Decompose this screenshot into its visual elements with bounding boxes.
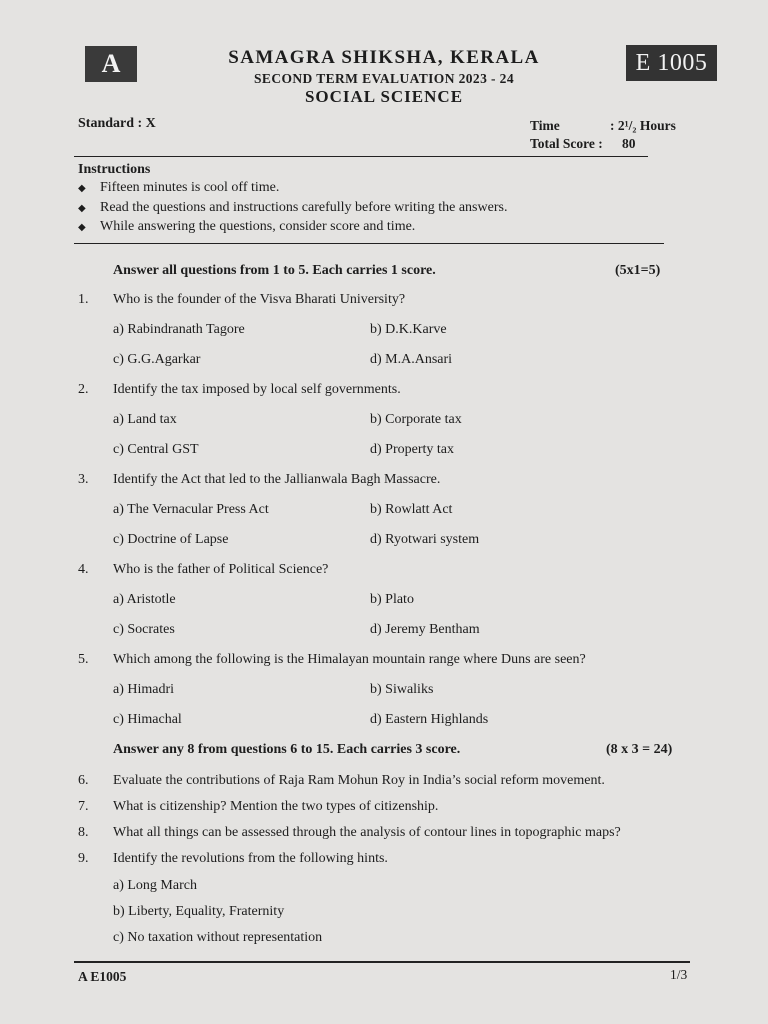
option-a: a) The Vernacular Press Act [113, 502, 269, 517]
exam-title: SECOND TERM EVALUATION 2023 - 24 [254, 71, 514, 86]
question-number: 2. [78, 382, 89, 397]
bullet-icon: ◆ [78, 202, 86, 214]
question-text: Who is the father of Political Science? [113, 562, 329, 577]
bullet-icon: ◆ [78, 221, 86, 233]
header-divider [74, 156, 648, 157]
time-label: Time [530, 118, 560, 133]
page-number: 1/3 [670, 967, 688, 982]
question-number: 7. [78, 799, 89, 814]
option-c: c) Doctrine of Lapse [113, 532, 229, 547]
question-text: Which among the following is the Himalayan mountain range where Duns are seen? [113, 652, 586, 667]
bullet-icon: ◆ [78, 182, 86, 194]
instruction-item [78, 200, 507, 216]
set-badge: A [85, 46, 137, 82]
option-a: a) Aristotle [113, 592, 176, 607]
option-d: d) Eastern Highlands [370, 712, 489, 727]
question-text: Evaluate the contributions of Raja Ram Mohun Roy in India’s social reform movement. [113, 773, 605, 788]
paper-code-badge: E 1005 [626, 45, 717, 81]
question-text: What all things can be assessed through the analysis of contour lines in topographic maps? [113, 825, 621, 840]
instructions-divider [74, 243, 664, 244]
question-number: 1. [78, 292, 89, 307]
footer-divider [74, 961, 690, 963]
instruction-text: Fifteen minutes is cool off time. [100, 180, 280, 195]
subject-title: SOCIAL SCIENCE [304, 87, 464, 106]
option-d: d) M.A.Ansari [370, 352, 453, 367]
question-text: Who is the founder of the Visva Bharati University? [113, 292, 406, 307]
option-b: b) D.K.Karve [370, 322, 447, 337]
q9-hint-c: c) No taxation without representation [113, 930, 323, 945]
option-b: b) Corporate tax [370, 412, 462, 427]
time-value: : 2¹/₂ Hours [610, 118, 676, 133]
instruction-text: While answering the questions, consider score and time. [100, 219, 416, 234]
section2-score: (8 x 3 = 24) [606, 742, 673, 757]
option-d: d) Jeremy Bentham [370, 622, 480, 637]
instructions-title: Instructions [78, 162, 151, 177]
option-a: a) Rabindranath Tagore [113, 322, 245, 337]
option-a: a) Himadri [113, 682, 175, 697]
question-number: 8. [78, 825, 89, 840]
instruction-item [78, 219, 415, 235]
total-score-value: 80 [622, 136, 636, 151]
question-number: 3. [78, 472, 89, 487]
question-text: Identify the revolutions from the following hints. [113, 851, 388, 866]
footer-paper-code: A E1005 [78, 969, 127, 984]
option-b: b) Siwaliks [370, 682, 434, 697]
instruction-item [78, 180, 279, 196]
instruction-text: Read the questions and instructions carefully before writing the answers. [100, 200, 508, 215]
section2-heading: Answer any 8 from questions 6 to 15. Each carries 3 score. [113, 742, 461, 757]
standard-label: Standard : X [78, 116, 156, 131]
option-b: b) Plato [370, 592, 414, 607]
question-text: Identify the tax imposed by local self governments. [113, 382, 401, 397]
q9-hint-b: b) Liberty, Equality, Fraternity [113, 904, 285, 919]
option-c: c) Himachal [113, 712, 182, 727]
option-c: c) Socrates [113, 622, 175, 637]
option-b: b) Rowlatt Act [370, 502, 453, 517]
question-text: What is citizenship? Mention the two types of citizenship. [113, 799, 439, 814]
question-number: 5. [78, 652, 89, 667]
section1-score: (5x1=5) [615, 263, 661, 278]
question-number: 9. [78, 851, 89, 866]
section1-heading: Answer all questions from 1 to 5. Each carries 1 score. [113, 263, 436, 278]
question-text: Identify the Act that led to the Jallianwala Bagh Massacre. [113, 472, 441, 487]
option-d: d) Property tax [370, 442, 454, 457]
question-number: 6. [78, 773, 89, 788]
total-score-label: Total Score : [530, 136, 603, 151]
option-c: c) G.G.Agarkar [113, 352, 201, 367]
q9-hint-a: a) Long March [113, 878, 197, 893]
option-c: c) Central GST [113, 442, 199, 457]
question-number: 4. [78, 562, 89, 577]
organization-title: SAMAGRA SHIKSHA, KERALA [228, 47, 540, 68]
option-d: d) Ryotwari system [370, 532, 480, 547]
option-a: a) Land tax [113, 412, 177, 427]
